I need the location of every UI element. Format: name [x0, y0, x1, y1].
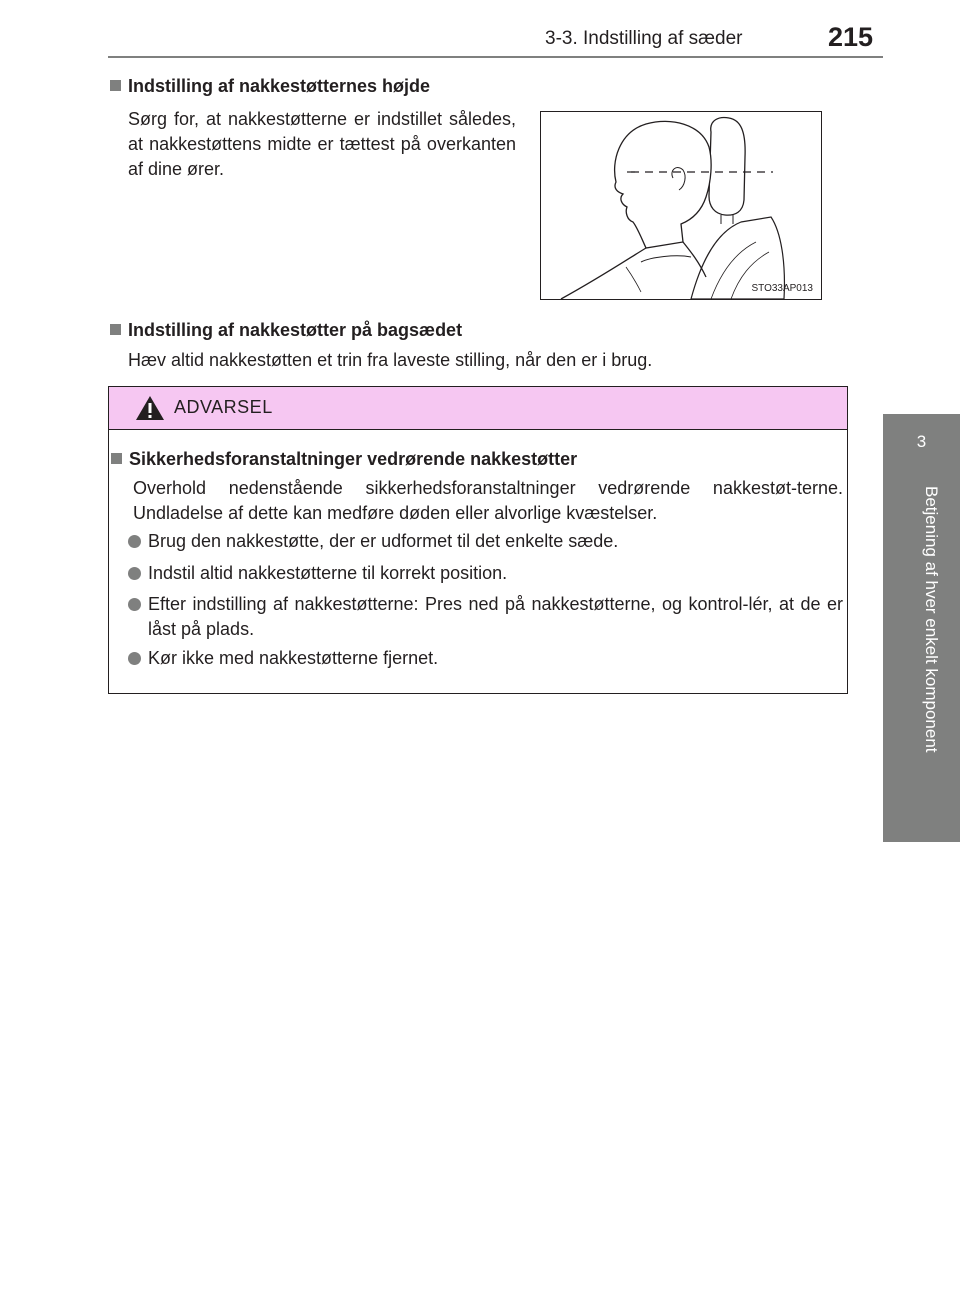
warning-subheading [111, 449, 577, 470]
warning-subheading-text: Sikkerhedsforanstaltninger vedrørende nakkestøtter [129, 449, 578, 469]
warning-header [109, 387, 847, 430]
section-heading-headrest-height [110, 76, 430, 97]
figure-code: STO33AP013 [751, 283, 813, 294]
warning-bullet [128, 592, 843, 642]
warning-bullet-text: Efter indstilling af nakkestøtterne: Pres ned på nakkestøtterne, og kontrol-lér, at de er låst på plads. [148, 594, 843, 639]
section-heading-rear-headrest [110, 320, 462, 341]
bullet-dot-icon [128, 598, 141, 611]
warning-bullet-text: Indstil altid nakkestøtterne til korrekt position. [148, 563, 508, 583]
warning-bullet-text: Brug den nakkestøtte, der er udformet til det enkelte sæde. [148, 531, 619, 551]
warning-bullet [128, 561, 843, 586]
section-heading-text: Indstilling af nakkestøtternes højde [128, 76, 431, 96]
bullet-dot-icon [128, 652, 141, 665]
page-number: 215 [828, 22, 874, 52]
warning-box [108, 386, 848, 694]
section-body-rear-headrest: Hæv altid nakkestøtten et trin fra laveste stilling, når den er i brug. [128, 350, 653, 370]
running-header-section: 3-3. Indstilling af sæder [545, 28, 743, 49]
bullet-dot-icon [128, 567, 141, 580]
section-body-headrest-height: Sørg for, at nakkestøtterne er indstillet således, at nakkestøttens midte er tættest på overkanten af dine ører. [128, 109, 516, 179]
warning-title: ADVARSEL [174, 397, 273, 417]
section-heading-text: Indstilling af nakkestøtter på bagsædet [128, 320, 463, 340]
header-divider [108, 56, 883, 58]
warning-bullet [128, 646, 843, 671]
warning-bullet-text: Kør ikke med nakkestøtterne fjernet. [148, 648, 439, 668]
warning-intro: Overhold nedenstående sikkerhedsforanstaltninger vedrørende nakkestøt-terne. Undladelse af dette kan medføre døden eller alvorlige kvæstelser. [133, 478, 843, 523]
warning-triangle-icon [135, 395, 165, 421]
head-and-headrest-drawing [541, 112, 821, 299]
heading-square-icon [110, 80, 121, 91]
warning-bullet [128, 529, 843, 554]
bullet-dot-icon [128, 535, 141, 548]
chapter-number: 3 [916, 432, 927, 451]
chapter-title: Betjening af hver enkelt komponent [922, 486, 941, 753]
heading-square-icon [110, 324, 121, 335]
headrest-illustration [540, 111, 822, 300]
chapter-side-tab [883, 414, 960, 842]
heading-square-icon [111, 453, 122, 464]
